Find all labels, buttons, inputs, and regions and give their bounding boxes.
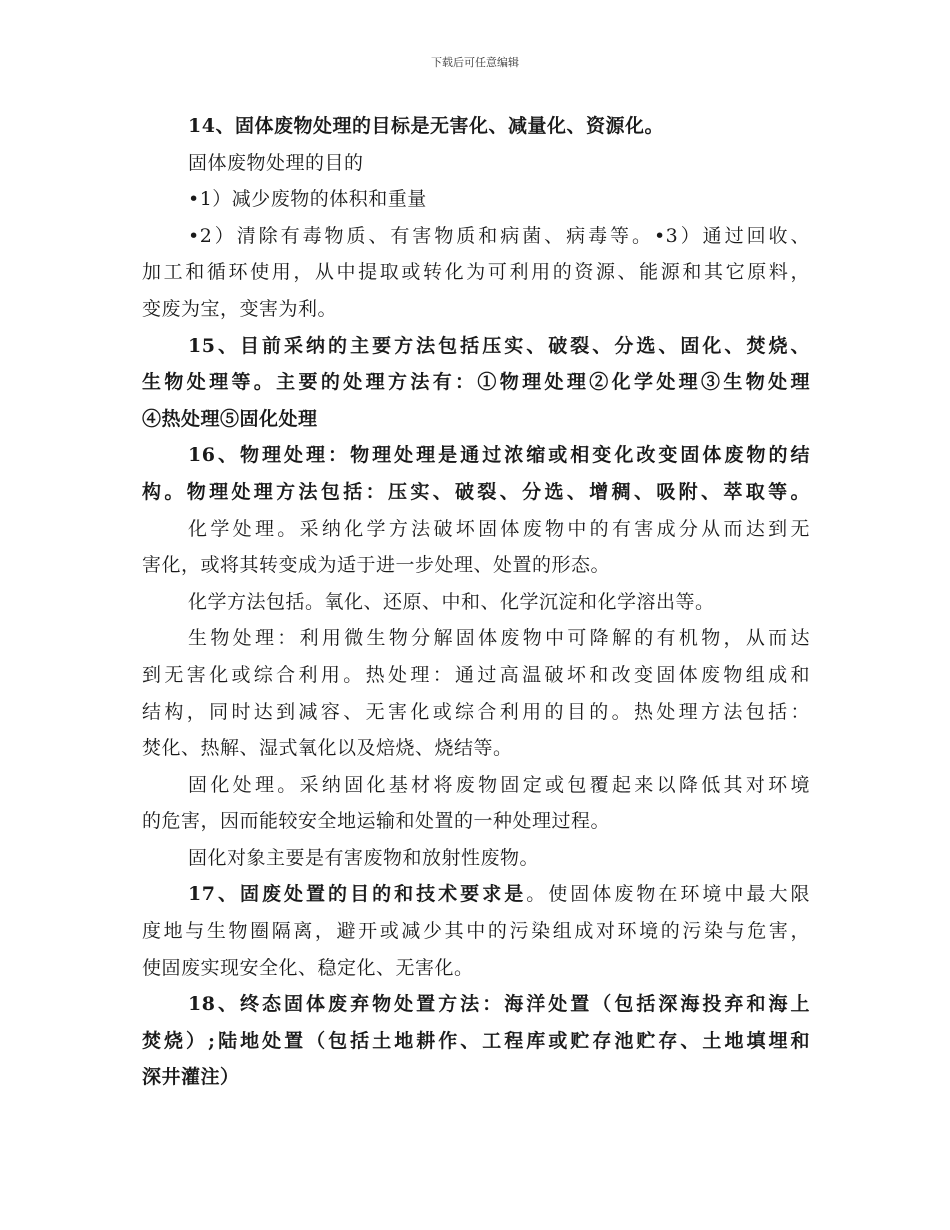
text-line [142, 474, 810, 511]
text-line [142, 547, 810, 584]
text-line [142, 218, 810, 255]
text-line [142, 803, 810, 840]
bold-text-segment: 深井灌注） [142, 1066, 240, 1089]
bold-text-segment: ④热处理⑤固化处理 [142, 407, 318, 430]
text-segment: •2）清除有毒物质、有害物质和病菌、病毒等。•3）通过回收、 [188, 224, 810, 247]
text-line [142, 620, 810, 657]
text-line [142, 767, 810, 804]
text-segment: 加工和循环使用，从中提取或转化为可利用的资源、能源和其它原料， [142, 261, 810, 284]
text-segment: 固体废物处理的目的 [188, 151, 364, 174]
page-header: 下载后可任意编辑 [431, 56, 519, 69]
text-segment: 度地与生物圈隔离，避开或减少其中的污染组成对环境的污染与危害， [142, 920, 810, 943]
text-line [142, 876, 810, 913]
bold-text-segment: 18、终态固体废弃物处置方法：海洋处置（包括深海投弃和海上 [188, 993, 810, 1016]
text-segment: 焚化、热解、湿式氧化以及焙烧、烧结等。 [142, 737, 513, 760]
text-segment: 生物处理：利用微生物分解固体废物中可降解的有机物，从而达 [188, 627, 810, 650]
bold-text-segment: 16、物理处理：物理处理是通过浓缩或相变化改变固体废物的结 [188, 444, 810, 467]
bold-text-segment: 14、固体废物处理的目标是无害化、减量化、资源化。 [188, 115, 664, 137]
text-line [142, 328, 810, 365]
text-line [142, 364, 810, 401]
text-segment: 到无害化或综合利用。热处理：通过高温破坏和改变固体废物组成和 [142, 663, 810, 686]
text-segment: 使固废实现安全化、稳定化、无害化。 [142, 956, 474, 979]
bold-text-segment: 15、目前采纳的主要方法包括压实、破裂、分选、固化、焚烧、 [188, 334, 810, 357]
text-segment: 固化处理。采纳固化基材将废物固定或包覆起来以降低其对环境 [188, 773, 810, 796]
text-segment: 固化对象主要是有害废物和放射性废物。 [188, 846, 540, 869]
text-line [142, 291, 810, 328]
text-line [142, 145, 810, 182]
text-line [142, 730, 810, 767]
text-segment: 化学处理。采纳化学方法破坏固体废物中的有害成分从而达到无 [188, 517, 810, 540]
text-line [142, 584, 810, 621]
text-line [142, 986, 810, 1023]
text-line [142, 108, 810, 145]
text-segment: •1）减少废物的体积和重量 [188, 188, 427, 211]
text-line [142, 1059, 810, 1096]
text-segment: 的危害，因而能较安全地运输和处置的一种处理过程。 [142, 810, 611, 833]
bold-text-segment: 生物处理等。主要的处理方法有：①物理处理②化学处理③生物处理 [142, 371, 810, 394]
text-segment: 结构，同时达到减容、无害化或综合利用的目的。热处理方法包括： [142, 700, 810, 723]
bold-text-segment: 17、固废处置的目的和技术要求是 [188, 883, 527, 906]
text-line [142, 437, 810, 474]
text-segment: 害化，或将其转变成为适于进一步处理、处置的形态。 [142, 554, 611, 577]
text-line [142, 913, 810, 950]
text-line [142, 950, 810, 987]
text-segment: 。使固体废物在环境中最大限 [526, 883, 810, 906]
text-line [142, 1023, 810, 1060]
document-body [142, 108, 810, 1096]
text-segment: 化学方法包括。氧化、还原、中和、化学沉淀和化学溶出等。 [188, 590, 715, 613]
bold-text-segment: 构。物理处理方法包括：压实、破裂、分选、增稠、吸附、萃取等。 [142, 480, 810, 503]
text-line [142, 511, 810, 548]
bold-text-segment: 焚烧）;陆地处置（包括土地耕作、工程库或贮存池贮存、土地填埋和 [142, 1029, 810, 1052]
text-line [142, 694, 810, 731]
text-line [142, 657, 810, 694]
text-line [142, 254, 810, 291]
text-line [142, 840, 810, 877]
text-line [142, 401, 810, 438]
text-line [142, 181, 810, 218]
text-segment: 变废为宝，变害为利。 [142, 297, 338, 320]
